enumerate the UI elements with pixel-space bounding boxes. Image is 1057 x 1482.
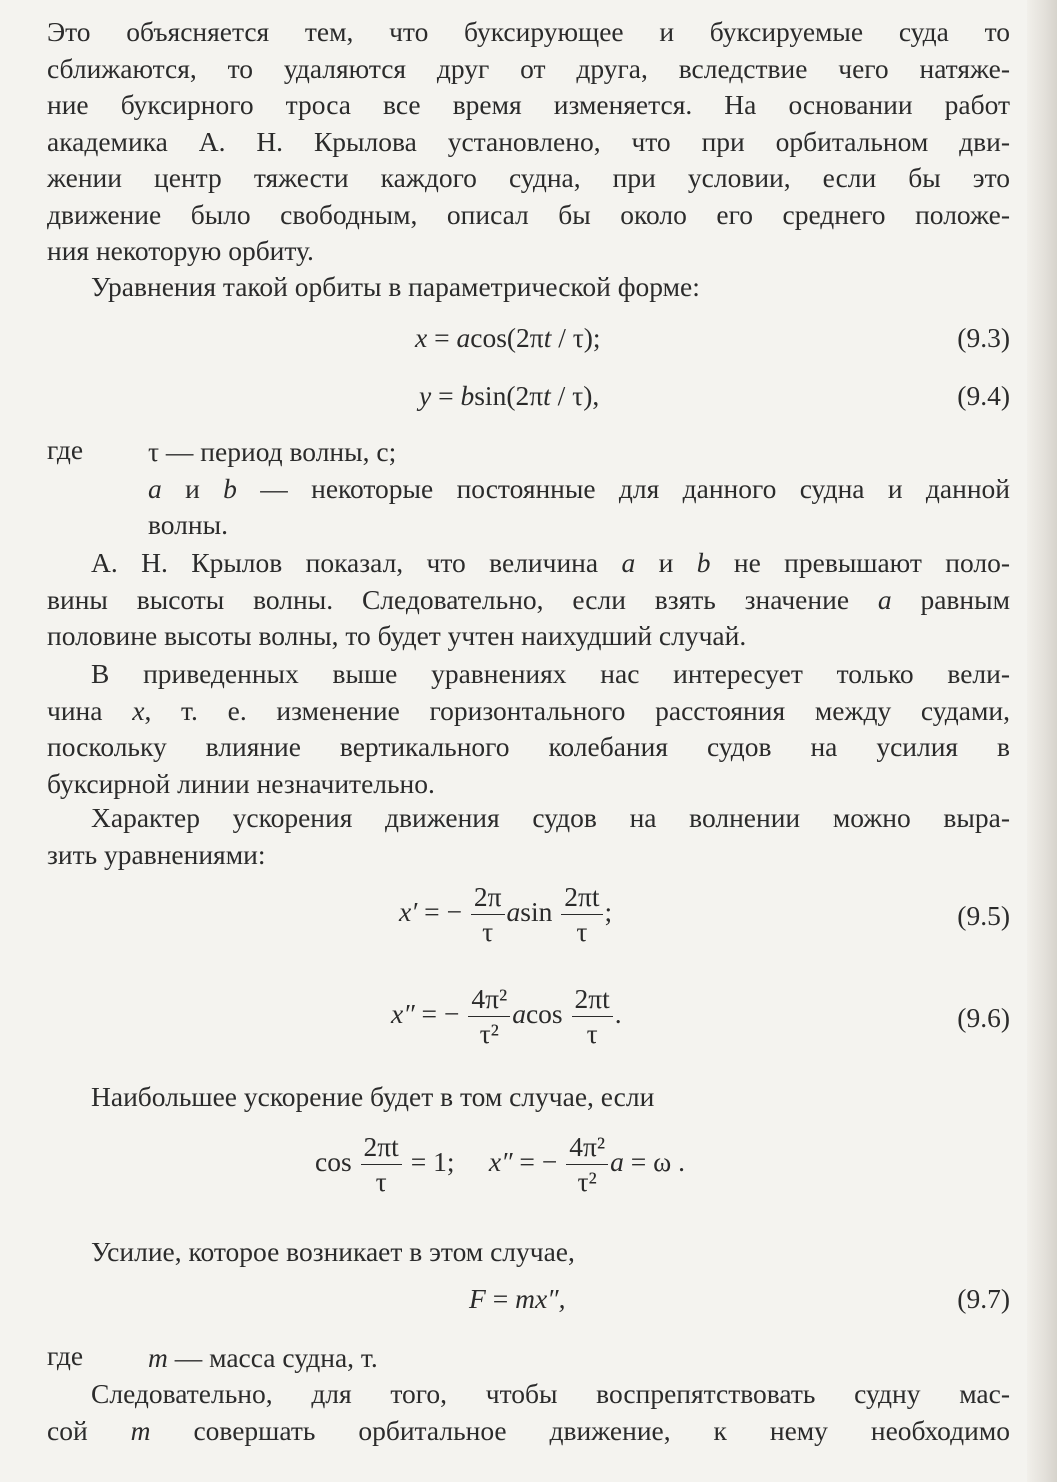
text-line: Уравнения такой орбиты в параметрической форме: [91, 271, 700, 302]
definitions-1 [148, 434, 1010, 544]
definition-line: a и b — некоторые постоянные для данного судна и данной [148, 472, 1011, 504]
text-line: половине высоты волны, то будет учтен наихудший случай. [47, 620, 747, 651]
text-line: чина x, т. е. изменение горизонтального расстояния между судами, [47, 694, 1010, 726]
equation-body: F = mx″, [469, 1283, 566, 1314]
definitions-2 [148, 1340, 1010, 1377]
equation-max-acceleration [47, 1130, 1010, 1210]
paragraph-1 [47, 14, 1010, 270]
equation-9-3 [47, 322, 1010, 362]
definition-line: m — масса судна, т. [148, 1342, 378, 1373]
text-line: сближаются, то удаляются друг от друга, вследствие чего натяже- [47, 52, 1010, 84]
text-line: сой m совершать орбитальное движение, к нему необходимо [47, 1414, 1010, 1446]
equation-body: x″ = − $\frac{\text{4π²}}{\text{τ²}}$ acos $\frac{2\pi t}{\tau}$ . [391, 983, 622, 1049]
text-line: Это объясняется тем, что буксирующее и буксируемые суда то [47, 16, 1010, 47]
paragraph-8 [47, 1376, 1010, 1449]
equation-body: y = bsin(2πt / τ), [419, 380, 600, 411]
text-line: ния некоторую орбиту. [47, 235, 314, 266]
text-line: движение было свободным, описал бы около его среднего положе- [47, 198, 1010, 230]
text-line: буксирной линии незначительно. [47, 767, 435, 799]
text-line: жении центр тяжести каждого судна, при условии, если бы это [47, 162, 1010, 193]
page-edge-shadow [1027, 0, 1057, 1482]
equation-body: x = acos(2πt / τ); [415, 322, 601, 353]
fraction: $\frac{2\pi t}{\tau}$ [572, 982, 613, 1051]
equation-number: (9.3) [957, 322, 1010, 353]
where-label: где [47, 1340, 84, 1371]
paragraph-6 [47, 1079, 1010, 1116]
text-line: академика А. Н. Крылова установлено, что при орбитальном дви- [47, 125, 1010, 157]
equation-number: (9.5) [957, 900, 1010, 931]
paragraph-2 [47, 269, 1010, 306]
text-line: вины высоты волны. Следовательно, если взять значение a равным [47, 583, 1011, 615]
equation-number: (9.4) [957, 380, 1010, 411]
equation-number: (9.6) [957, 1002, 1010, 1033]
text-line: Наибольшее ускорение будет в том случае, если [91, 1081, 655, 1112]
paragraph-4 [47, 656, 1010, 802]
equation-9-4 [47, 380, 1010, 420]
definition-line: волны. [148, 509, 228, 540]
text-line: ние буксирного троса все время изменяется. На основании работ [47, 89, 1010, 120]
equation-9-5 [47, 880, 1010, 960]
definition-line: τ — период волны, с; [148, 436, 397, 467]
fraction: $\frac{2\pi t}{\tau}$ [561, 880, 602, 949]
paragraph-7 [47, 1234, 1010, 1271]
fraction: $\frac{\text{4π²}}{\text{τ²}}$ [468, 982, 510, 1051]
text-line: Характер ускорения движения судов на волнении можно выра- [91, 802, 1010, 833]
text-line: зить уравнениями: [47, 838, 266, 870]
text-line: поскольку влияние вертикального колебания судов на усилия в [47, 731, 1010, 762]
equation-number: (9.7) [957, 1283, 1010, 1314]
paragraph-3 [47, 545, 1010, 655]
fraction: $\frac{2\pi}{\tau}$ [471, 880, 505, 949]
text-line: В приведенных выше уравнениях нас интересует только вели- [91, 658, 1010, 689]
where-label: где [47, 434, 84, 465]
equation-9-6 [47, 982, 1010, 1062]
text-line: Усилие, которое возникает в этом случае, [91, 1236, 575, 1267]
equation-9-7 [47, 1283, 1010, 1323]
equation-body: x′ = − $\frac{2\pi}{\tau}$ asin $\frac{2\pi t}{\tau}$ ; [399, 881, 613, 947]
fraction: $\frac{\text{4π²}}{\text{τ²}}$ [566, 1130, 608, 1199]
fraction: $\frac{2\pi t}{\tau}$ [361, 1130, 402, 1199]
equation-body: cos $\frac{2\pi t}{\tau}$ = 1; x″ = − $\frac{\text{4π²}}{\text{τ²}}$ a = ω . [315, 1131, 685, 1197]
paragraph-5 [47, 800, 1010, 873]
text-line: А. Н. Крылов показал, что величина a и b не превышают поло- [91, 547, 1011, 578]
text-line: Следовательно, для того, чтобы воспрепятствовать судну мас- [91, 1378, 1010, 1409]
